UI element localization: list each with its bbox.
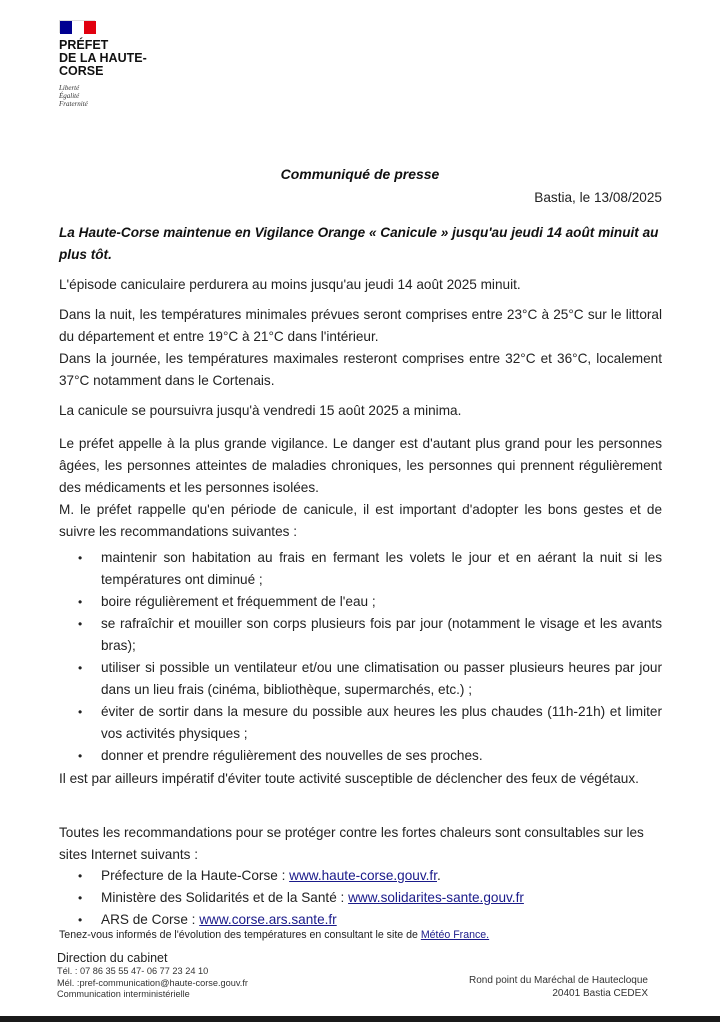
list-item: • se rafraîchir et mouiller son corps plusieurs fois par jour (notamment le visage et les avants bras); (78, 613, 662, 657)
link-meteo-france[interactable]: Météo France. (420, 929, 490, 941)
weather-note: Tenez-vous informés de l'évolution des températures en consultant le site de Météo France. (59, 929, 490, 941)
republic-motto: Liberté Égalité Fraternité (59, 84, 88, 108)
footer-phone: Tél. : 07 86 35 55 47- 06 77 23 24 10 (57, 966, 209, 976)
paragraph-duration: La canicule se poursuivra jusqu'à vendredi 15 août 2025 a minima. (59, 403, 462, 418)
paragraph-fire-warning: Il est par ailleurs impératif d'éviter toute activité susceptible de déclencher des feux de végétaux. (59, 771, 639, 786)
paragraph-night-temperatures: Dans la nuit, les températures minimales prévues seront comprises entre 23°C à 25°C sur le littoral du département et entre 19°C à 21°C dans l'intérieur. (59, 307, 662, 344)
list-item: • utiliser si possible un ventilateur et/ou une climatisation ou passer plusieurs heures par jour dans un lieu frais (cinéma, bibliothèque, supermarchés, etc.) ; (78, 657, 662, 701)
bullet-icon: • (78, 869, 83, 883)
bullet-icon: • (78, 661, 83, 675)
bullet-icon: • (78, 705, 83, 719)
paragraph-vigilance (59, 433, 662, 543)
websites-list (78, 865, 662, 931)
bullet-icon: • (78, 551, 83, 565)
paragraph-websites-intro: Toutes les recommandations pour se protéger contre les fortes chaleurs sont consultables sur les sites Internet suivants : (59, 825, 644, 862)
list-item: • éviter de sortir dans la mesure du possible aux heures les plus chaudes (11h-21h) et limiter vos activités physiques ; (78, 701, 662, 745)
link-ars-website[interactable]: www.corse.ars.sante.fr (199, 912, 337, 927)
footer-address-line2: 20401 Bastia CEDEX (552, 988, 648, 999)
footer-address-line1: Rond point du Maréchal de Hautecloque (468, 975, 648, 986)
footer-contact (57, 951, 248, 1001)
list-item: • maintenir son habitation au frais en fermant les volets le jour et en aérant la nuit si les températures ont diminué ; (78, 547, 662, 591)
list-item: • Préfecture de la Haute-Corse : www.haute-corse.gouv.fr. (78, 865, 662, 887)
headline: La Haute-Corse maintenue en Vigilance Orange « Canicule » jusqu'au jeudi 14 août minuit au plus tôt. (59, 225, 659, 262)
footer-service: Communication interministérielle (57, 989, 190, 999)
bullet-icon: • (78, 913, 83, 927)
paragraph-temperatures (59, 304, 662, 392)
bottom-edge (0, 1016, 720, 1022)
footer-department: Direction du cabinet (57, 951, 168, 965)
footer-address (469, 974, 648, 1000)
bullet-icon: • (78, 891, 83, 905)
document-title: Communiqué de presse (280, 166, 440, 182)
recommendations-list (78, 547, 662, 767)
prefecture-logo (59, 20, 169, 108)
bullet-icon: • (78, 749, 83, 763)
list-item: • boire régulièrement et fréquemment de l'eau ; (78, 591, 662, 613)
document-date: Bastia, le 13/08/2025 (534, 190, 662, 205)
link-prefecture-website[interactable]: www.haute-corse.gouv.fr (289, 868, 437, 883)
paragraph-day-temperatures: Dans la journée, les températures maximales resteront comprises entre 32°C et 36°C, localement 37°C notamment dans le Cortenais. (59, 351, 662, 388)
list-item: • ARS de Corse : www.corse.ars.sante.fr (78, 909, 662, 931)
paragraph-recommendations-intro: M. le préfet rappelle qu'en période de canicule, il est important d'adopter les bons gestes et de suivre les recommandations suivantes : (59, 502, 662, 539)
french-flag-icon (59, 20, 95, 33)
logo-title: PRÉFET DE LA HAUTE- CORSE (59, 38, 147, 78)
paragraph-episode: L'épisode caniculaire perdurera au moins jusqu'au jeudi 14 août 2025 minuit. (59, 277, 521, 292)
link-ministry-website[interactable]: www.solidarites-sante.gouv.fr (348, 890, 524, 905)
bullet-icon: • (78, 595, 83, 609)
list-item: • Ministère des Solidarités et de la Santé : www.solidarites-sante.gouv.fr (78, 887, 662, 909)
bullet-icon: • (78, 617, 83, 631)
footer-email: Mél. :pref-communication@haute-corse.gouv.fr (57, 977, 248, 988)
paragraph-vigilance-warning: Le préfet appelle à la plus grande vigilance. Le danger est d'autant plus grand pour les personnes âgées, les personnes atteintes de maladies chroniques, les personnes qui prennent régulièrement des médicaments et les personnes isolées. (59, 436, 662, 495)
list-item: • donner et prendre régulièrement des nouvelles de ses proches. (78, 745, 662, 767)
